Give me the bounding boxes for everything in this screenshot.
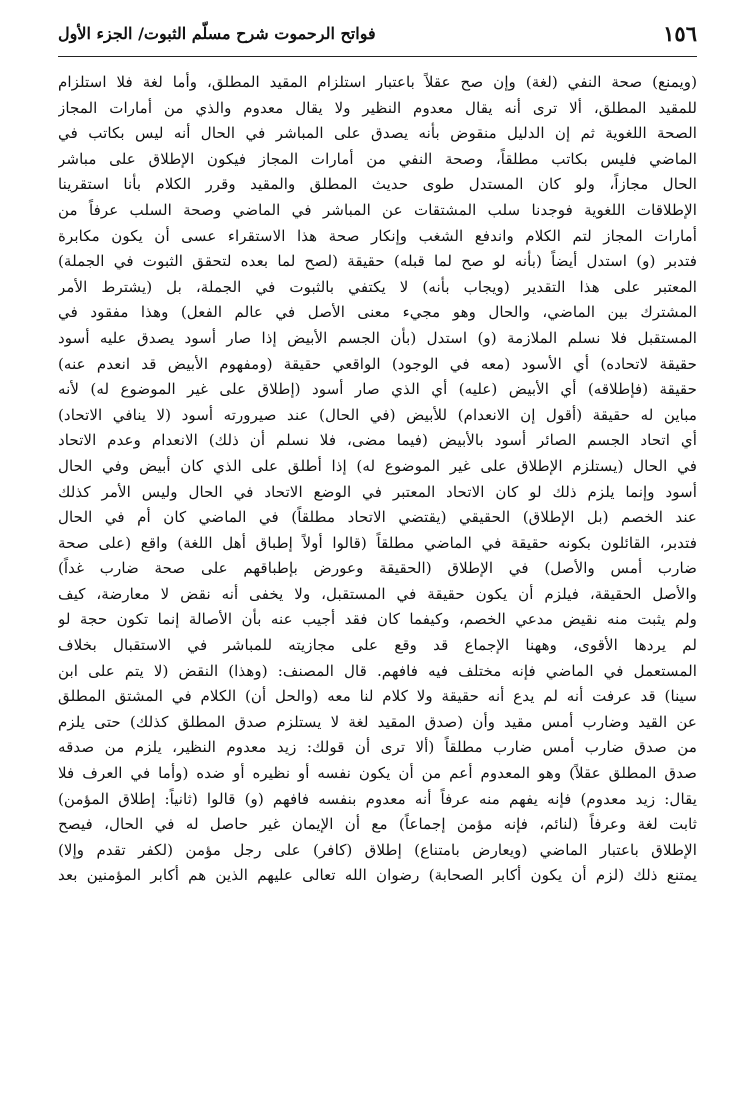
text-line: مباين له حقيقة (أقول إن الانعدام) للأبيض (في الحال) عند صيرورته أسود (لا ينافي الاتحاد) (58, 405, 697, 424)
text-line: الإطلاقات اللغوية فوجدنا سلب المشتقات عن المباشر في الماضي وصحة السلب عرفاً من (58, 200, 697, 219)
text-line: حقيقة (فإطلاقه) أي الأبيض (عليه) أي الذي صار أسود (إطلاق على غير الموضوع له) لأنه (58, 380, 697, 399)
page-header (58, 18, 697, 48)
text-line: يمتنع ذلك (لزم أن يكون أكابر الصحابة) رضوان الله تعالى عليهم الذين هم أكابر المؤمنين بعد (58, 866, 697, 885)
text-line: (ويمنع) صحة النفي (لغة) وإن صح عقلاً باعتبار استلزام المقيد المطلق، وأما لغة فلا استلزام (58, 73, 697, 91)
body-text (58, 70, 697, 889)
text-line: ثابت لغة وعرفاً (لنائم، فإنه مؤمن إجماعاً) مع أن الإيمان غير حاصل له في الحال، فيصح (58, 815, 697, 834)
text-line: للمقيد المطلق، ألا ترى أنه يقال معدوم النظير ولا يقال معدوم والذي من أمارات المجاز (58, 98, 697, 117)
text-line: حقيقة لاتحاده) أي الأسود (معه في الوجود) الواقعي حقيقة (ومفهوم الأبيض قد انعدم عنه) (58, 354, 697, 373)
text-line: الإطلاق باعتبار الماضي (ويعارض بامتناع) إطلاق (كافر) على رجل مؤمن (لكفر تقدم وإلا) (58, 840, 697, 859)
text-line: سينا) قد عرفت أنه لم يدع أنه حقيقة ولا كلام لنا معه (والحل أن) الكلام في المشتق المطلق (58, 687, 697, 706)
text-line: المستعمل في الماضي فإنه مختلف فيه فافهم. قال المصنف: (وهذا) النقض (لا يتم على ابن (58, 661, 697, 680)
text-line: عند الخصم (بل الإطلاق) الحقيقي (يقتضي الاتحاد مطلقاً) في الماضي كان أم في الحال (58, 508, 697, 527)
text-line: يقال: زيد معدوم) فإنه يفهم منه عرفاً أنه معدوم بنفسه فافهم (و) قالوا (ثانياً: إطلاق المؤمن) (58, 789, 697, 808)
running-title: فواتح الرحموت شرح مسلّم الثبوت/ الجزء الأول (58, 23, 376, 43)
text-line: الحال مجازاً، ولو كان المستدل طوى حديث المطلق والمقيد وقرر الكلام بأنا استقرينا (58, 175, 697, 194)
text-line: أسود وإنما يلزم ذلك لو كان الاتحاد المعتبر في الوضع الاتحاد في الحال وليس الأمر كذلك (58, 482, 697, 501)
text-line: عن القيد وضارب أمس مقيد وأن (صدق المقيد لغة لا يستلزم صدق المطلق كذلك) حتى يلزم (58, 712, 697, 731)
text-line: أي اتحاد الجسم الصائر أسود بالأبيض (فيما مضى، فلا نسلم أن ذلك) الانعدام وعدم الاتحاد (58, 431, 697, 450)
text-line: الصحة اللغوية ثم إن الدليل منقوض بأنه يصدق على المباشر في الحال أنه ليس بكاتب في (58, 124, 697, 143)
header-rule (58, 56, 697, 57)
text-line: المستقبل فلا نسلم الملازمة (و) استدل (بأن الجسم الأبيض إذا صار أسود يصدق عليه أسود (58, 328, 697, 347)
text-line: من صدق ضارب أمس ضارب مطلقاً (ألا ترى أن قولك: زيد معدوم النظير، يلزم من صدقه (58, 738, 697, 757)
text-line: والأصل الحقيقة، فيلزم أن يكون حقيقة في المستقبل، ولا يخفى أنه نقض لا معارضة، كيف (58, 584, 697, 603)
text-line: ضارب أمس والأصل) في الإطلاق (الحقيقة وعورض بإطباقهم على صحة ضارب غداً) (58, 559, 697, 578)
text-line: في الحال (يستلزم الإطلاق على غير الموضوع له) إذا أطلق على الذي كان أبيض وفي الحال (58, 456, 697, 475)
text-line: صدق المطلق عقلاً) وهو المعدوم أعم من أن يكون نفسه أو نظيره أو ضده (وأما في العرف فلا (58, 764, 697, 783)
text-line: لم يردها الأقوى، وههنا الإجماع قد وقع على مجازيته للمباشر في الاستقبال بخلاف (58, 636, 697, 655)
text-line: المعتبر على هذا التقدير (ويجاب بأنه) لا يكتفي بالثبوت في الجملة، بل (يشترط الأمر (58, 277, 697, 296)
text-line: فتدبر (و) استدل أيضاً (بأنه لو صح لما قبله) حقيقة (لصح لما بعده لتحقق الثبوت في الجملة) (58, 252, 697, 271)
text-line: أمارات المجاز لتم الكلام واندفع الشغب وإنكار صحة هذا الاستقراء عسى أن يكون مكابرة (58, 226, 697, 245)
text-line: المشترك بين الماضي، والحال وهو مجيء معنى الأصل في عالم الفعل) وهذا مفقود في (58, 303, 697, 322)
text-line: ولم يثبت منه نقيض مدعي الخصم، وكيفما كان فقد أجيب عنه بأن الأصالة إنما تكون حجة لو (58, 610, 697, 629)
page-number: ١٥٦ (663, 20, 697, 46)
text-line: الماضي فليس بكاتب مطلقاً، وصحة النفي من أمارات المجاز فيكون الإطلاق على مباشر (58, 149, 697, 168)
text-line: فتدبر، القائلون بكونه حقيقة في الماضي مطلقاً (قالوا أولاً إطباق أهل اللغة) واقع (على صحة (58, 533, 697, 552)
